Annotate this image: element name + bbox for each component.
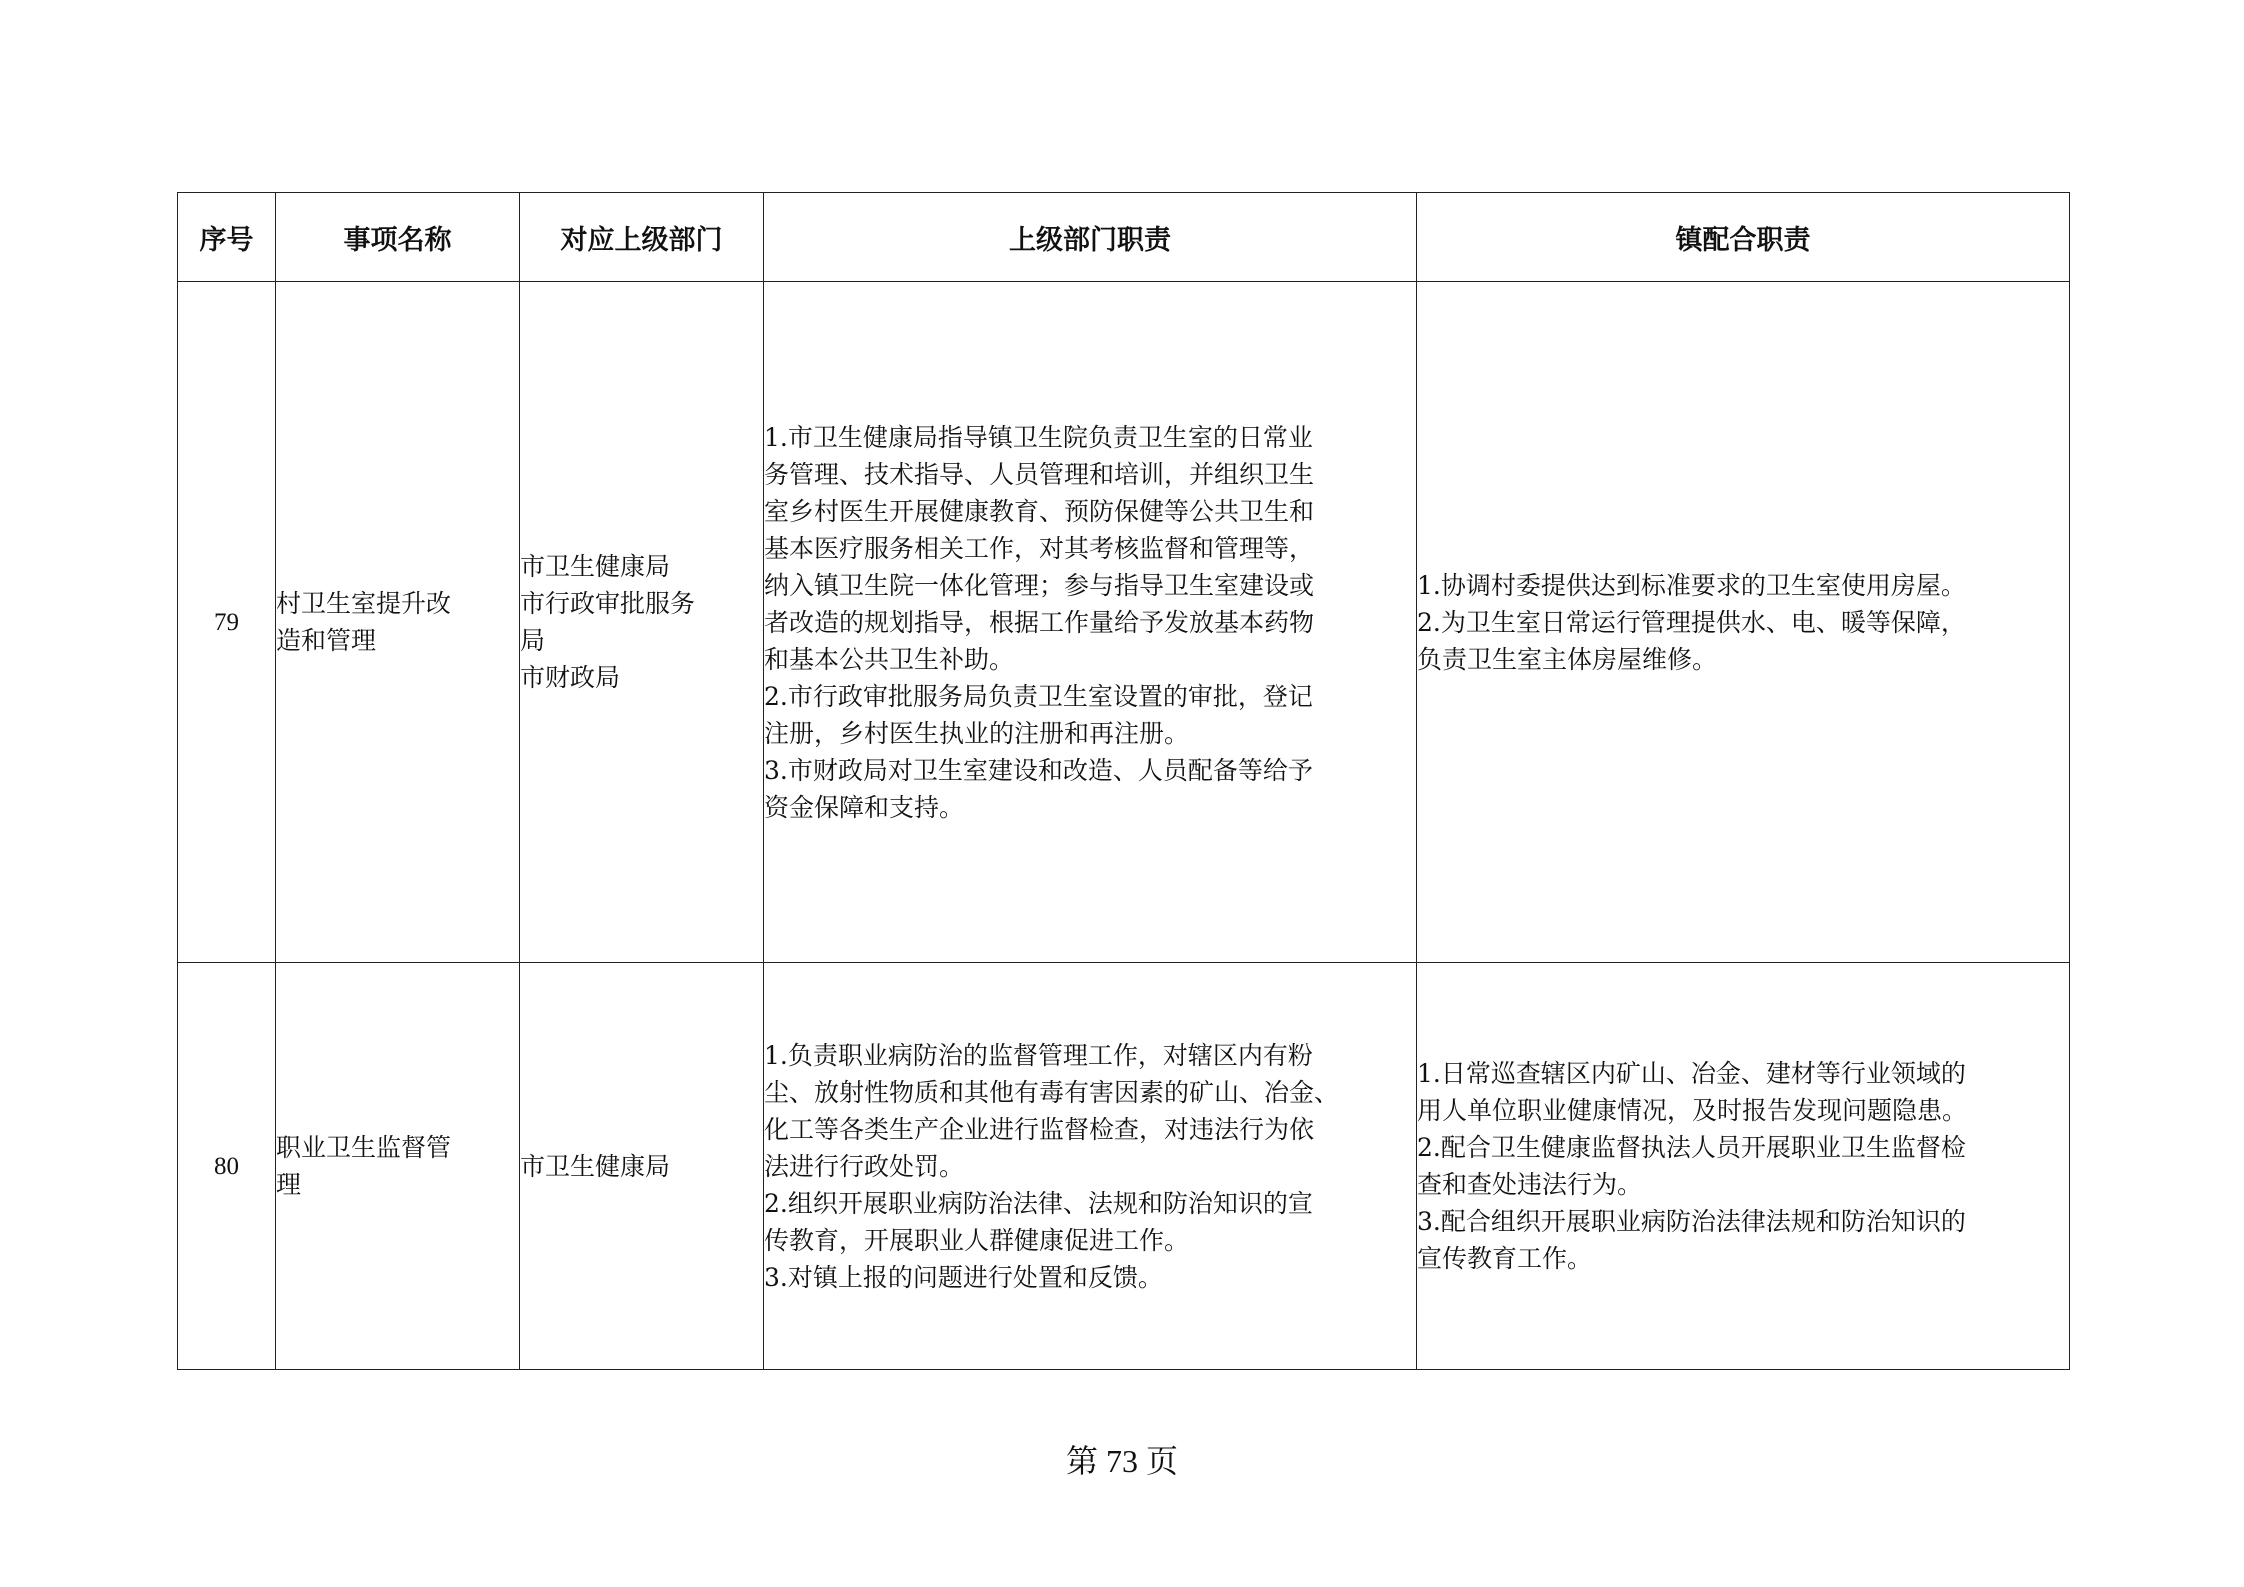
text-line: 务管理、技术指导、人员管理和培训，并组织卫生 xyxy=(764,459,1315,489)
text-line: 1.市卫生健康局指导镇卫生院负责卫生室的日常业 xyxy=(764,422,1313,452)
text-line: 3.对镇上报的问题进行处置和反馈。 xyxy=(764,1262,1163,1292)
text-line: 局 xyxy=(520,626,546,655)
duty-table xyxy=(177,192,2070,1370)
text-line: 1.协调村委提供达到标准要求的卫生室使用房屋。 xyxy=(1417,570,1966,600)
text-line: 2.为卫生室日常运行管理提供水、电、暖等保障， xyxy=(1417,607,1966,637)
row-department xyxy=(520,963,764,1370)
text-line: 负责卫生室主体房屋维修。 xyxy=(1417,644,1718,674)
text-line: 市卫生健康局 xyxy=(520,1151,671,1181)
header-item-name: 事项名称 xyxy=(276,193,520,282)
text-line: 用人单位职业健康情况，及时报告发现问题隐患。 xyxy=(1417,1096,1968,1125)
text-line: 3.配合组织开展职业病防治法律法规和防治知识的 xyxy=(1417,1207,1966,1236)
text-line: 1.负责职业病防治的监督管理工作，对辖区内有粉 xyxy=(764,1040,1313,1070)
table-row xyxy=(178,282,2070,963)
text-line: 1.日常巡查辖区内矿山、冶金、建材等行业领域的 xyxy=(1417,1059,1966,1088)
row-seq: 79 xyxy=(178,282,276,963)
row-item-name xyxy=(276,963,520,1370)
text-line: 职业卫生监督管 xyxy=(276,1133,452,1162)
text-line: 3.市财政局对卫生室建设和改造、人员配备等给予 xyxy=(764,755,1313,785)
row-item-name xyxy=(276,282,520,963)
text-line: 市行政审批服务 xyxy=(520,589,696,618)
header-upper-duties: 上级部门职责 xyxy=(764,193,1417,282)
text-line: 2.组织开展职业病防治法律、法规和防治知识的宣 xyxy=(764,1188,1313,1218)
row-department xyxy=(520,282,764,963)
text-line: 室乡村医生开展健康教育、预防保健等公共卫生和 xyxy=(764,496,1315,526)
header-row xyxy=(178,193,2070,282)
text-line: 市财政局 xyxy=(520,663,621,692)
text-line: 注册，乡村医生执业的注册和再注册。 xyxy=(764,718,1190,748)
text-line: 2.市行政审批服务局负责卫生室设置的审批，登记 xyxy=(764,681,1313,711)
text-line: 法进行行政处罚。 xyxy=(764,1151,965,1181)
text-line: 化工等各类生产企业进行监督检查，对违法行为依 xyxy=(764,1114,1315,1144)
header-department: 对应上级部门 xyxy=(520,193,764,282)
row-town-duties xyxy=(1417,282,2070,963)
row-town-duties xyxy=(1417,963,2070,1370)
header-seq: 序号 xyxy=(178,193,276,282)
text-line: 村卫生室提升改 xyxy=(276,589,452,618)
row-seq: 80 xyxy=(178,963,276,1370)
text-line: 市卫生健康局 xyxy=(520,552,671,581)
text-line: 传教育，开展职业人群健康促进工作。 xyxy=(764,1225,1190,1255)
table-row xyxy=(178,963,2070,1370)
header-town-duties: 镇配合职责 xyxy=(1417,193,2070,282)
text-line: 造和管理 xyxy=(276,626,377,655)
text-line: 宣传教育工作。 xyxy=(1417,1244,1593,1273)
row-upper-duties xyxy=(764,282,1417,963)
row-upper-duties xyxy=(764,963,1417,1370)
text-line: 尘、放射性物质和其他有毒有害因素的矿山、冶金、 xyxy=(764,1077,1340,1107)
page-number: 第 73 页 xyxy=(1065,1443,1178,1479)
text-line: 资金保障和支持。 xyxy=(764,792,965,822)
text-line: 理 xyxy=(276,1170,302,1199)
text-line: 者改造的规划指导，根据工作量给予发放基本药物 xyxy=(764,607,1315,637)
text-line: 2.配合卫生健康监督执法人员开展职业卫生监督检 xyxy=(1417,1133,1966,1162)
text-line: 基本医疗服务相关工作，对其考核监督和管理等， xyxy=(764,533,1315,563)
text-line: 纳入镇卫生院一体化管理；参与指导卫生室建设或 xyxy=(764,570,1315,600)
text-line: 查和查处违法行为。 xyxy=(1417,1170,1643,1199)
text-line: 和基本公共卫生补助。 xyxy=(764,644,1015,674)
